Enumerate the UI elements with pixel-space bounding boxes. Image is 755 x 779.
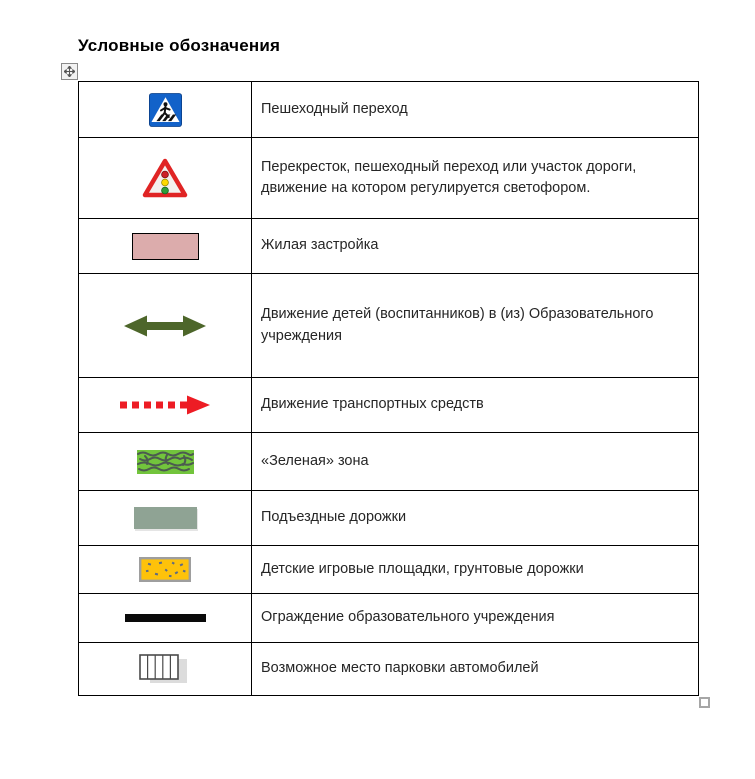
table-row [79, 491, 699, 546]
symbol-cell [79, 274, 252, 378]
residential-area-swatch [132, 233, 199, 260]
table-row [79, 594, 699, 643]
symbol-cell [79, 594, 252, 643]
table-row [79, 378, 699, 433]
symbol-cell [79, 138, 252, 219]
table-row [79, 82, 699, 138]
playground-swatch [139, 557, 191, 582]
legend-label: Жилая застройка [252, 219, 699, 274]
legend-label: Движение транспортных средств [252, 378, 699, 433]
legend-label: Возможное место парковки автомобилей [252, 643, 699, 696]
pedestrian-crossing-icon [149, 93, 182, 127]
table-move-handle[interactable] [61, 63, 78, 80]
table-row [79, 546, 699, 594]
parking-area-icon [139, 654, 191, 685]
page-title: Условные обозначения [78, 36, 281, 55]
legend-label: Ограждение образовательного учреждения [252, 594, 699, 643]
access-road-swatch [134, 507, 197, 529]
table-row [79, 138, 699, 219]
move-icon [64, 66, 75, 77]
legend-label: Подъездные дорожки [252, 491, 699, 546]
symbol-cell [79, 546, 252, 594]
vehicle-movement-arrow-icon [119, 395, 211, 415]
symbol-cell [79, 643, 252, 696]
green-zone-swatch [137, 450, 194, 474]
traffic-light-warning-icon [142, 157, 188, 199]
legend-label: Перекресток, пешеходный переход или участок дороги, движение на котором регулируется светофором. [252, 138, 699, 219]
table-row [79, 433, 699, 491]
table-row [79, 219, 699, 274]
children-movement-arrow-icon [122, 313, 208, 339]
fence-line-swatch [125, 614, 206, 622]
table-row [79, 643, 699, 696]
table-resize-handle[interactable] [699, 697, 710, 708]
symbol-cell [79, 219, 252, 274]
symbol-cell [79, 378, 252, 433]
table-row [79, 274, 699, 378]
legend-label: Пешеходный переход [252, 82, 699, 138]
legend-label: Детские игровые площадки, грунтовые дорожки [252, 546, 699, 594]
symbol-cell [79, 491, 252, 546]
legend-label: «Зеленая» зона [252, 433, 699, 491]
symbol-cell [79, 433, 252, 491]
legend-label: Движение детей (воспитанников) в (из) Образовательного учреждения [252, 274, 699, 378]
legend-table [78, 81, 699, 696]
symbol-cell [79, 82, 252, 138]
